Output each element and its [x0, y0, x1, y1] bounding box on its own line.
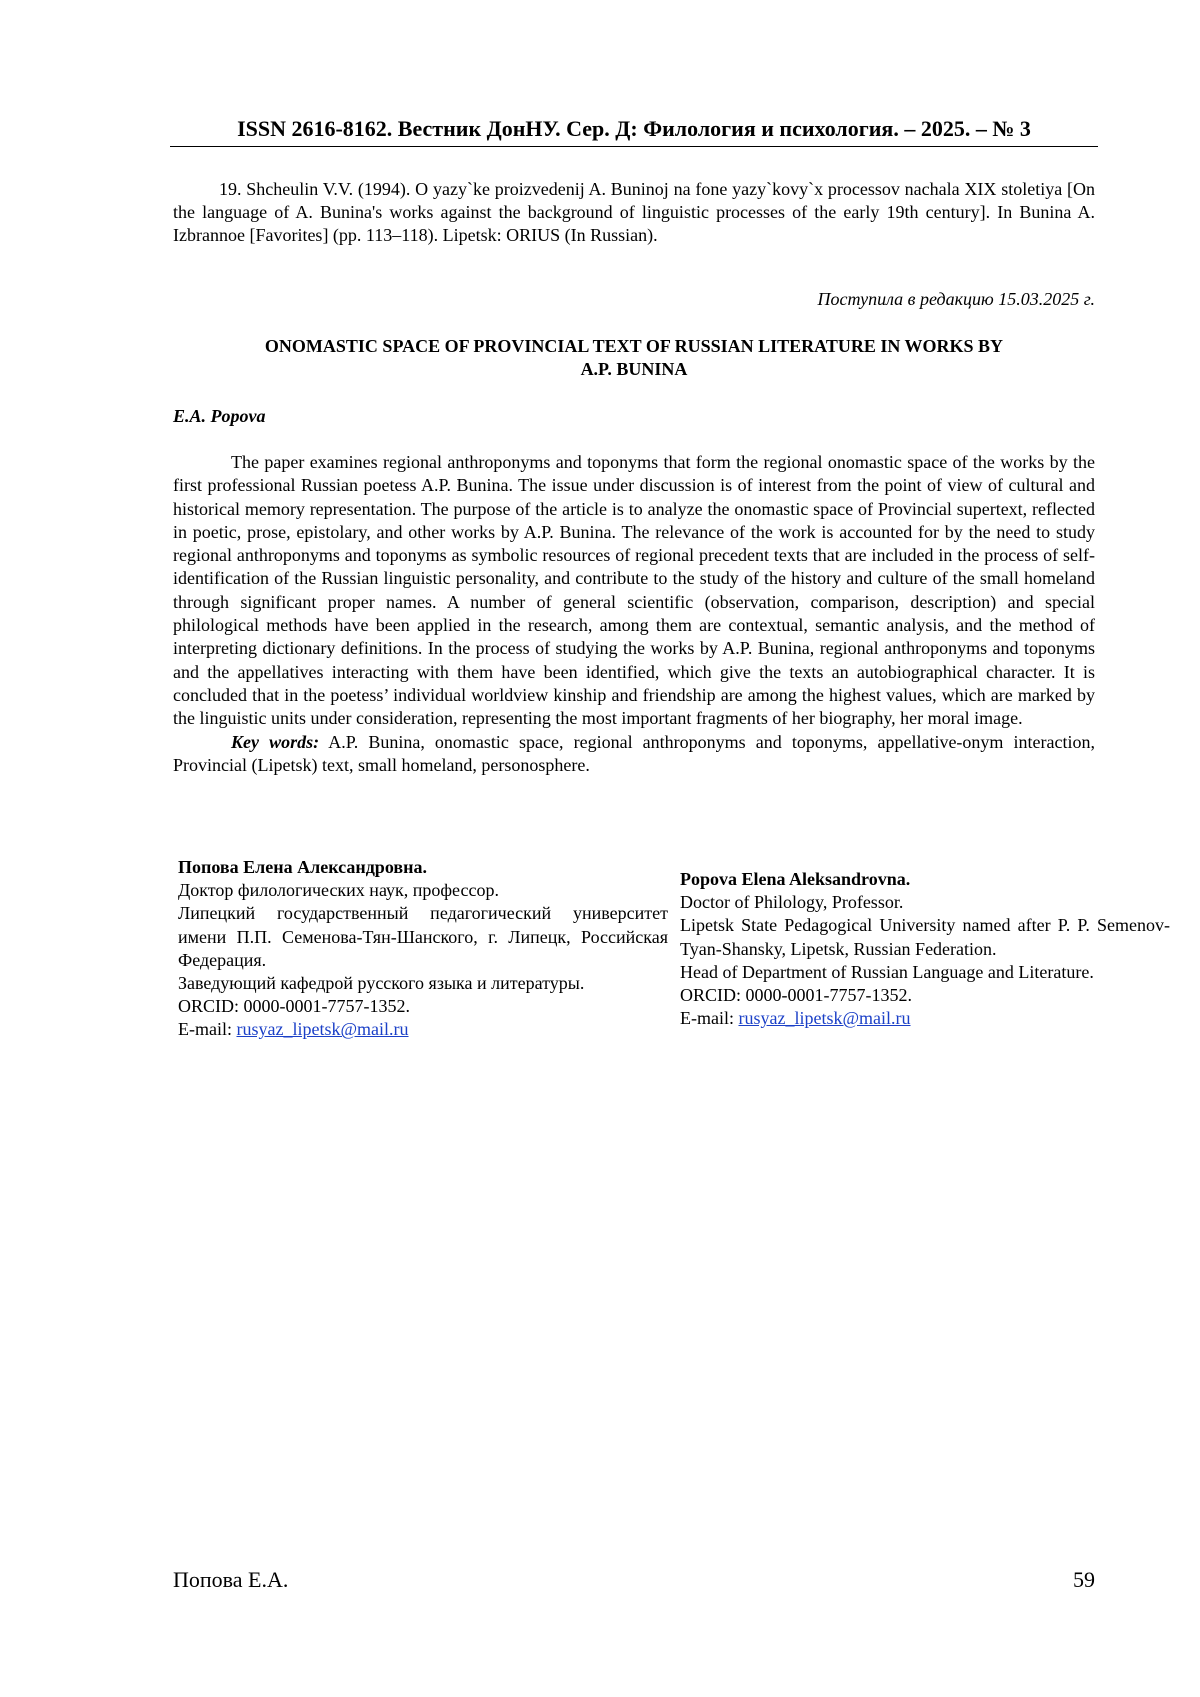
- article-author: E.A. Popova: [173, 406, 266, 426]
- email-link-ru[interactable]: rusyaz_lipetsk@mail.ru: [236, 1019, 409, 1040]
- email-label-en: E-mail:: [680, 1008, 739, 1029]
- abstract-text: The paper examines regional anthroponyms and toponyms that form the regional onomastic space of the works by the first professional Russian poetess A.P. Bunina. The issue under discussion is of interest from the point of view of cultural and historical memory representation. The purpose of the article is to analyze the onomastic space of Provincial supertext, reflected in poetic, prose, epistolary, and other works by A.P. Bunina. The relevance of the work is accounted for by the need to study regional anthroponyms and toponyms as symbolic resources of regional precedent texts that are included in the process of self-identification of the Russian linguistic personality, and contribute to the study of the history and culture of the small homeland through significant proper names. A number of general scientific (observation, comparison, description) and special philological methods have been applied in the research, among them are contextual, semantic analysis, and the method of interpreting dictionary definitions. In the process of studying the works by A.P. Bunina, regional anthroponyms and toponyms and the appellatives interacting with them have been identified, which give the texts an autobiographical character. It is concluded that in the poetess’ individual worldview kinship and friendship are among the highest values, which are marked by the linguistic units under consideration, representing the most important fragments of her biography, her moral image.: [173, 452, 1095, 729]
- abstract: [173, 451, 1095, 777]
- article-title: [173, 335, 1095, 381]
- received-date: Поступила в редакцию 15.03.2025 г.: [817, 289, 1095, 309]
- keywords-text: A.P. Bunina, onomastic space, regional anthroponyms and toponyms, appellative-onym interaction, Provincial (Lipetsk) text, small homeland, personosphere.: [173, 731, 1095, 775]
- author-position-en: Head of Department of Russian Language and Literature.: [680, 961, 1094, 982]
- author-position-ru: Заведующий кафедрой русского языка и литературы.: [178, 973, 585, 994]
- author-orcid-ru: ORCID: 0000-0001-7757-1352.: [178, 996, 410, 1017]
- running-header: ISSN 2616-8162. Вестник ДонНУ. Сер. Д: Филология и психология. – 2025. – № 3: [170, 114, 1098, 147]
- author-orcid-en: ORCID: 0000-0001-7757-1352.: [680, 985, 912, 1006]
- email-label-ru: E-mail:: [178, 1019, 237, 1040]
- author-info-english: [680, 868, 1170, 1030]
- article-title-line-1: ONOMASTIC SPACE OF PROVINCIAL TEXT OF RUSSIAN LITERATURE IN WORKS BY: [264, 336, 1004, 356]
- keywords: [173, 731, 1095, 778]
- reference-entry: 19. Shcheulin V.V. (1994). O yazy`ke proizvedenij A. Buninoj na fone yazy`kovy`x processov nachala XIX stoletiya [On the language of A. Bunina's works against the background of linguistic processes of the early 19th century]. In Bunina A. Izbrannoe [Favorites] (pp. 113–118). Lipetsk: ORIUS (In Russian).: [173, 179, 1095, 245]
- author-email-ru: [178, 1018, 668, 1041]
- footer-author: Попова Е.А.: [173, 1567, 289, 1592]
- email-link-en[interactable]: rusyaz_lipetsk@mail.ru: [738, 1008, 911, 1029]
- keywords-label: Key words:: [231, 731, 320, 752]
- author-email-en: [680, 1007, 1170, 1030]
- author-affiliation-en: Lipetsk State Pedagogical University named after P. P. Semenov-Tyan-Shansky, Lipetsk, Russian Federation.: [680, 915, 1170, 959]
- author-name-en: Popova Elena Aleksandrovna.: [680, 869, 911, 889]
- article-title-line-2: A.P. BUNINA: [580, 359, 688, 379]
- author-degree-en: Doctor of Philology, Professor.: [680, 892, 904, 913]
- author-name-ru: Попова Елена Александровна.: [178, 857, 427, 877]
- author-degree-ru: Доктор филологических наук, профессор.: [178, 880, 499, 901]
- page-number: 59: [1073, 1567, 1095, 1592]
- author-affiliation-ru: Липецкий государственный педагогический университет имени П.П. Семенова-Тян-Шанского, г. Липецк, Российская Федерация.: [178, 903, 668, 970]
- author-info-russian: [178, 856, 668, 1042]
